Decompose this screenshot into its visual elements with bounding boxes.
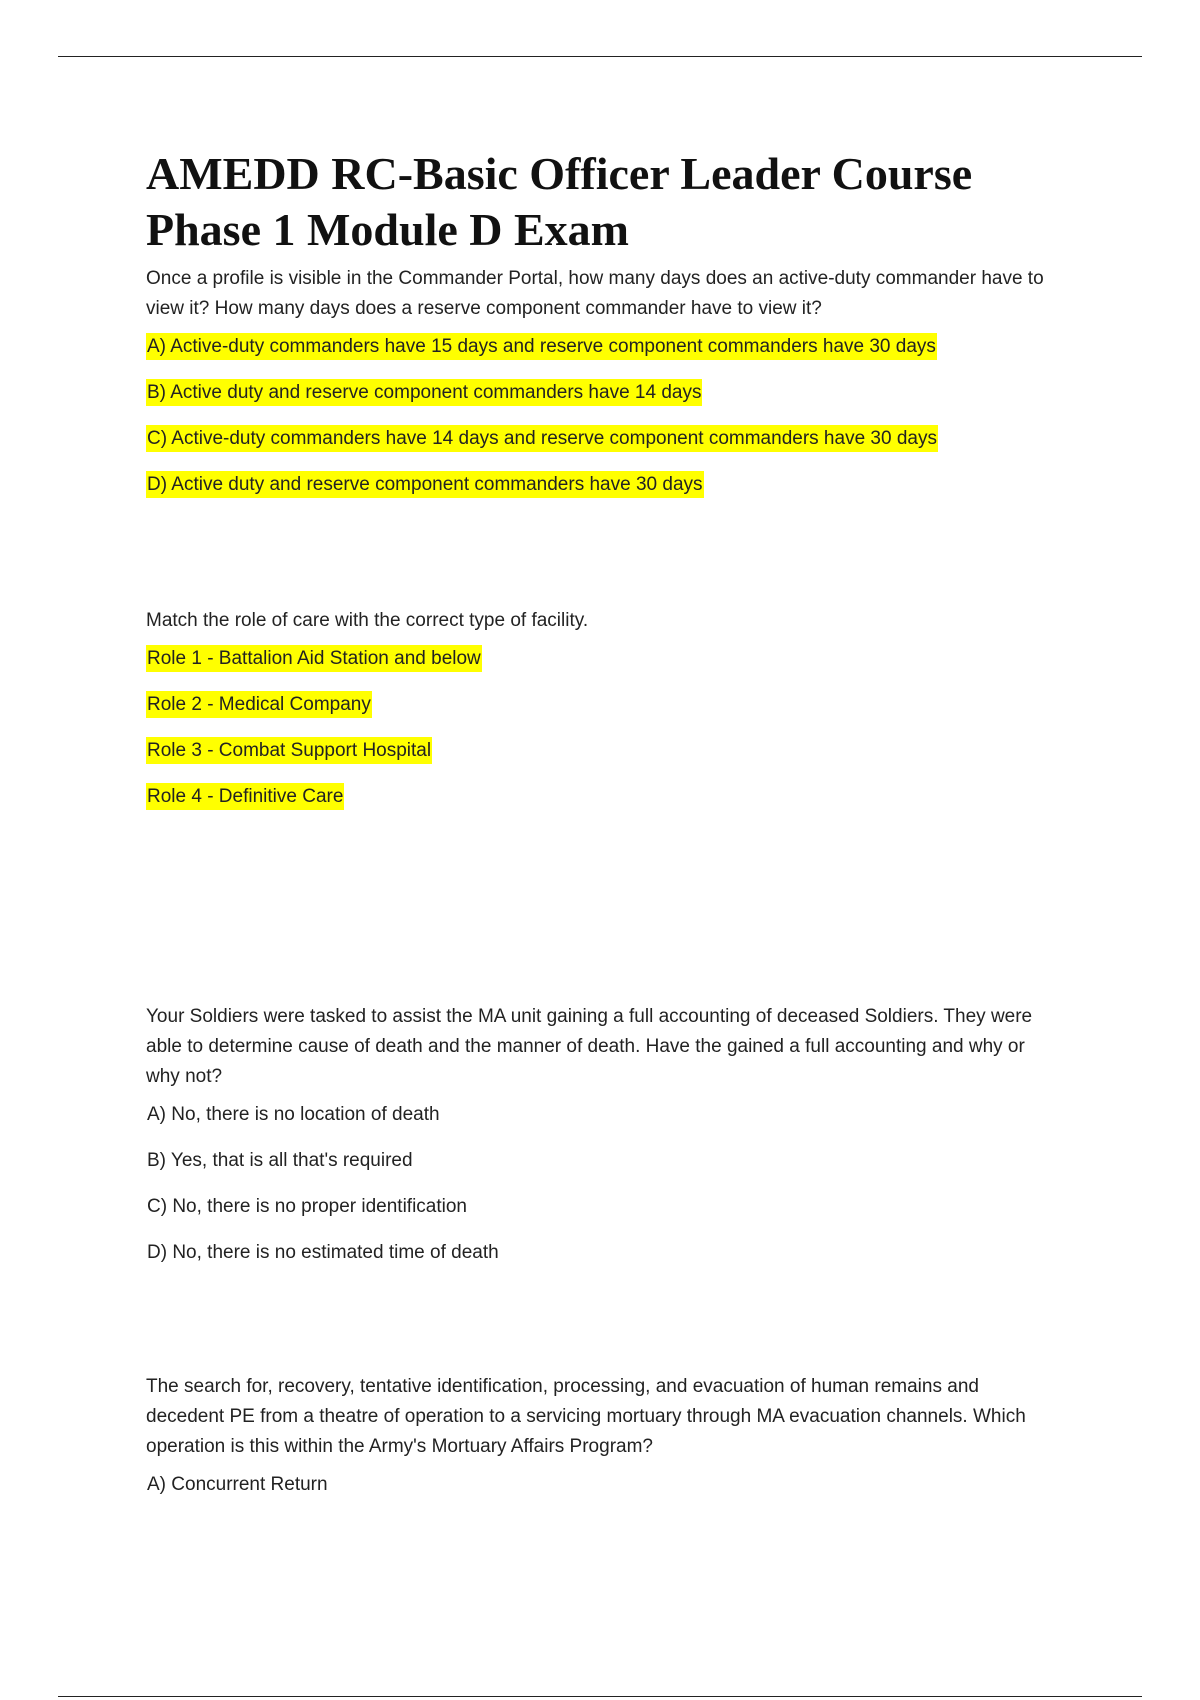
question-text: Match the role of care with the correct type of facility.	[146, 610, 589, 631]
question-block	[146, 264, 1046, 498]
answer-list	[146, 334, 1046, 498]
question-block	[146, 1372, 1046, 1498]
answer-option-label: A) Active-duty commanders have 15 days and reserve component commanders have 30 days	[146, 333, 937, 360]
answer-option-label: D) No, there is no estimated time of death	[147, 1242, 499, 1263]
document-body	[146, 146, 1046, 1518]
question-block	[146, 1002, 1046, 1266]
answer-list	[146, 1102, 1046, 1266]
answer-option-label: D) Active duty and reserve component commanders have 30 days	[146, 471, 704, 498]
answer-option	[146, 738, 1046, 764]
question-text: Once a profile is visible in the Commander Portal, how many days does an active-duty commander have to view it? How many days does a reserve component commander have to view it?	[146, 268, 1044, 319]
answer-option	[146, 1194, 1046, 1220]
answer-option	[146, 1102, 1046, 1128]
question-block	[146, 606, 1046, 810]
answer-option	[146, 334, 1046, 360]
answer-option-label: Role 1 - Battalion Aid Station and below	[146, 645, 482, 672]
answer-option-label: Role 3 - Combat Support Hospital	[146, 737, 432, 764]
answer-option	[146, 1148, 1046, 1174]
answer-option	[146, 1472, 1046, 1498]
answer-option	[146, 784, 1046, 810]
answer-option	[146, 380, 1046, 406]
answer-option-label: A) Concurrent Return	[147, 1474, 328, 1495]
answer-option-label: B) Active duty and reserve component commanders have 14 days	[146, 379, 702, 406]
answer-option-label: C) No, there is no proper identification	[147, 1196, 467, 1217]
question-text: The search for, recovery, tentative identification, processing, and evacuation of human remains and decedent PE from a theatre of operation to a servicing mortuary through MA evacuation channels. Which operation is this within the Army's Mortuary Affairs Program?	[146, 1376, 1026, 1457]
answer-option-label: Role 4 - Definitive Care	[146, 783, 344, 810]
answer-list	[146, 1472, 1046, 1498]
document-title: AMEDD RC-Basic Officer Leader Course Phase 1 Module D Exam	[146, 148, 973, 255]
answer-list	[146, 646, 1046, 810]
answer-option-label: C) Active-duty commanders have 14 days and reserve component commanders have 30 days	[146, 425, 938, 452]
bottom-rule	[58, 1696, 1142, 1697]
question-text: Your Soldiers were tasked to assist the MA unit gaining a full accounting of deceased Soldiers. They were able to determine cause of death and the manner of death. Have the gained a full accounting and why or why not?	[146, 1006, 1033, 1087]
answer-option	[146, 646, 1046, 672]
answer-option	[146, 426, 1046, 452]
top-rule	[58, 56, 1142, 57]
answer-option	[146, 1240, 1046, 1266]
answer-option	[146, 472, 1046, 498]
answer-option	[146, 692, 1046, 718]
answer-option-label: A) No, there is no location of death	[147, 1104, 440, 1125]
answer-option-label: B) Yes, that is all that's required	[147, 1150, 413, 1171]
answer-option-label: Role 2 - Medical Company	[146, 691, 372, 718]
